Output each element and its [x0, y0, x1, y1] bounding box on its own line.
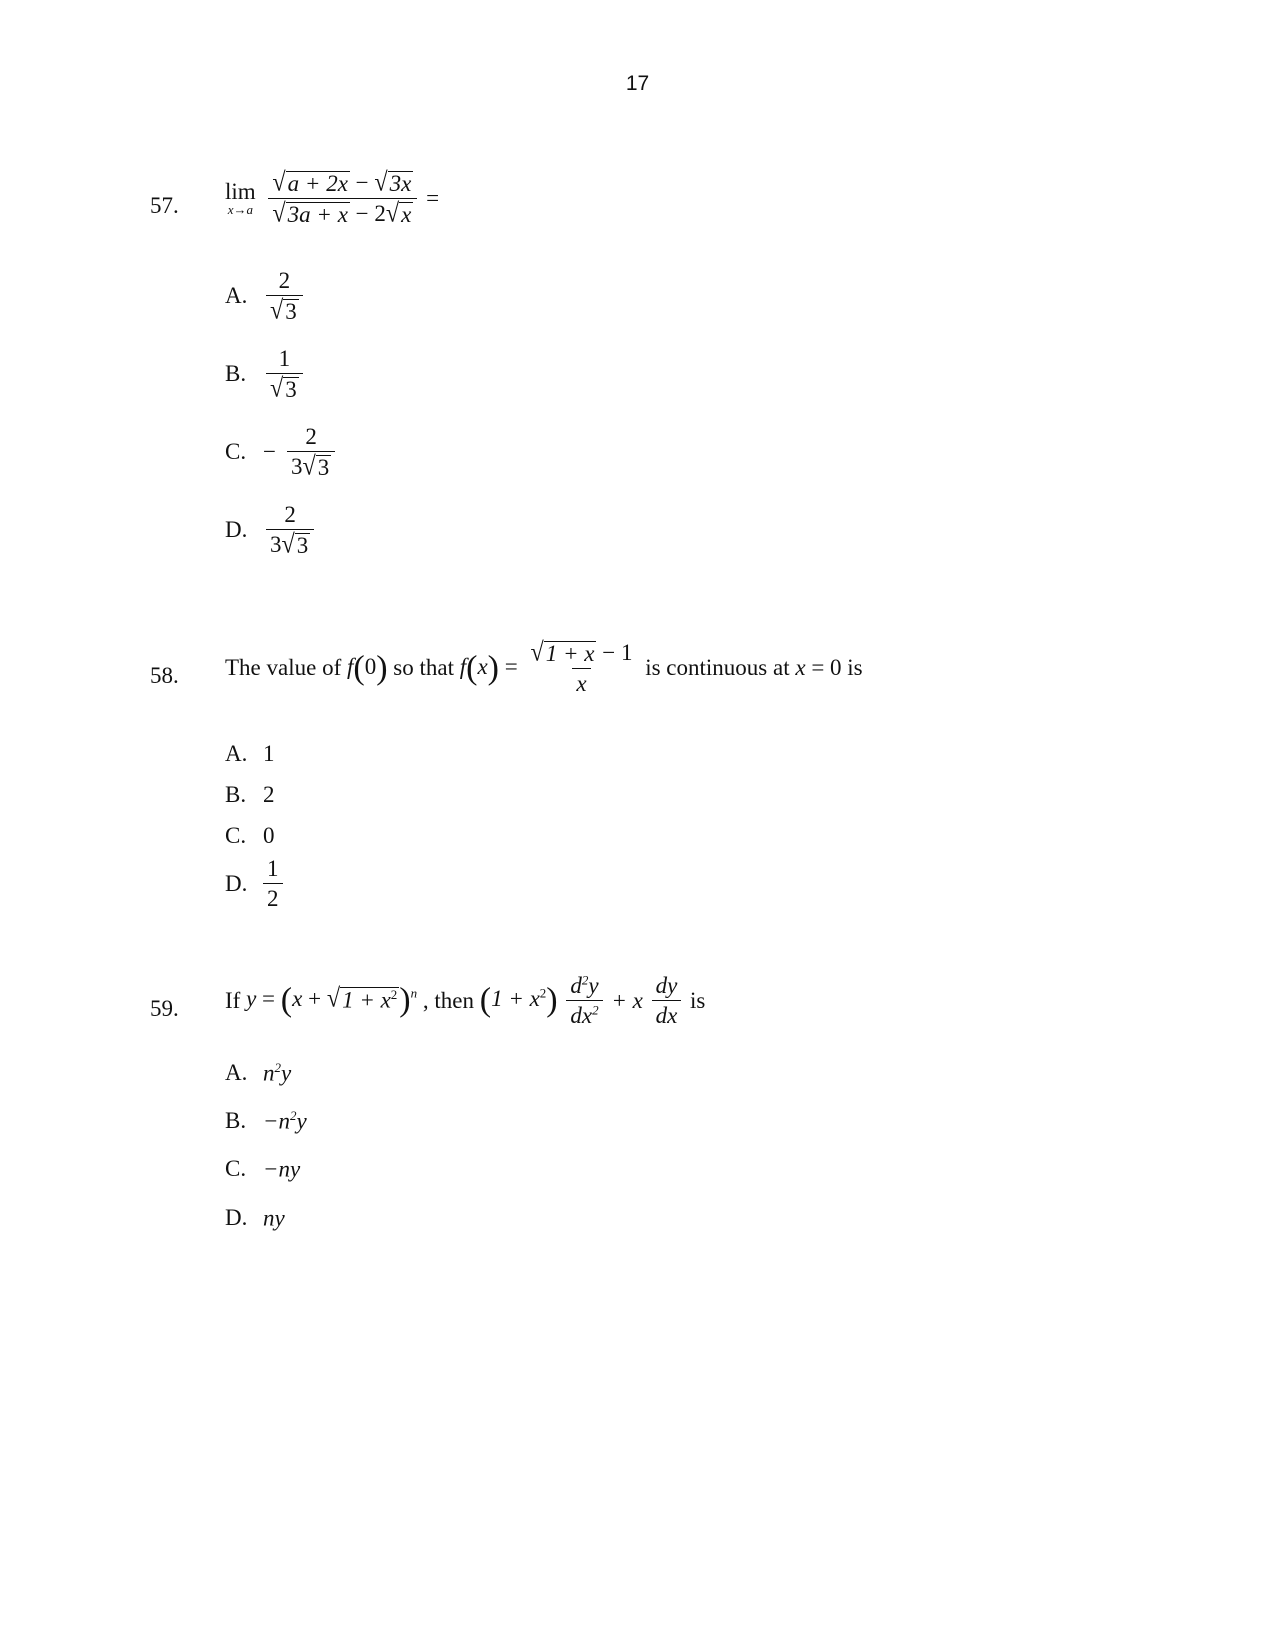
option-c[interactable]: C. − 2 3 √ 3	[225, 424, 338, 480]
option-d[interactable]: D. $\frac{1}{2}$	[225, 856, 286, 912]
option-a[interactable]: A. 2 √ 3	[225, 268, 306, 324]
option-a[interactable]: A. $n^2y$	[225, 1060, 292, 1086]
option-b[interactable]: B. 1 √ 3	[225, 346, 306, 402]
option-b[interactable]: B. 2	[225, 782, 275, 807]
question-58-text: The value of f(0) so that f(x) = √ 1 + x − 1 x is continuous at x = 0 is	[225, 637, 863, 697]
question-number: 57.	[150, 193, 179, 218]
question-number: 58.	[150, 663, 179, 688]
question-57-expression: lim x→a √ a + 2x − √ 3x √ 3a + x − 2 √ x =	[225, 167, 440, 229]
question-number: 59.	[150, 996, 179, 1021]
first-derivative-fraction: $\frac{dy}{dx}$	[652, 973, 682, 1029]
limit-fraction: √ a + 2x − √ 3x √ 3a + x − 2 √ x	[268, 170, 417, 227]
function-fraction: √ 1 + x − 1 x	[530, 637, 633, 697]
option-c[interactable]: C. −ny	[225, 1156, 301, 1182]
limit-operator: lim x→a	[225, 178, 256, 217]
option-b[interactable]: B. $-n^2y$	[225, 1108, 307, 1134]
question-59-text: If y = (x + √ $1 + x^2$ )$^n$ , then $(1 + x^2)$ $\frac{d^2y}{dx^2}$ + x $\frac{dy}{dx}$ is	[225, 972, 706, 1029]
second-derivative-fraction: $\frac{d^2y}{dx^2}$	[566, 973, 602, 1029]
option-d[interactable]: D. 2 3 √ 3	[225, 502, 317, 558]
option-d[interactable]: D. ny	[225, 1205, 285, 1231]
option-a[interactable]: A. 1	[225, 741, 275, 766]
option-c[interactable]: C. 0	[225, 823, 275, 848]
page-number: 17	[625, 72, 650, 95]
